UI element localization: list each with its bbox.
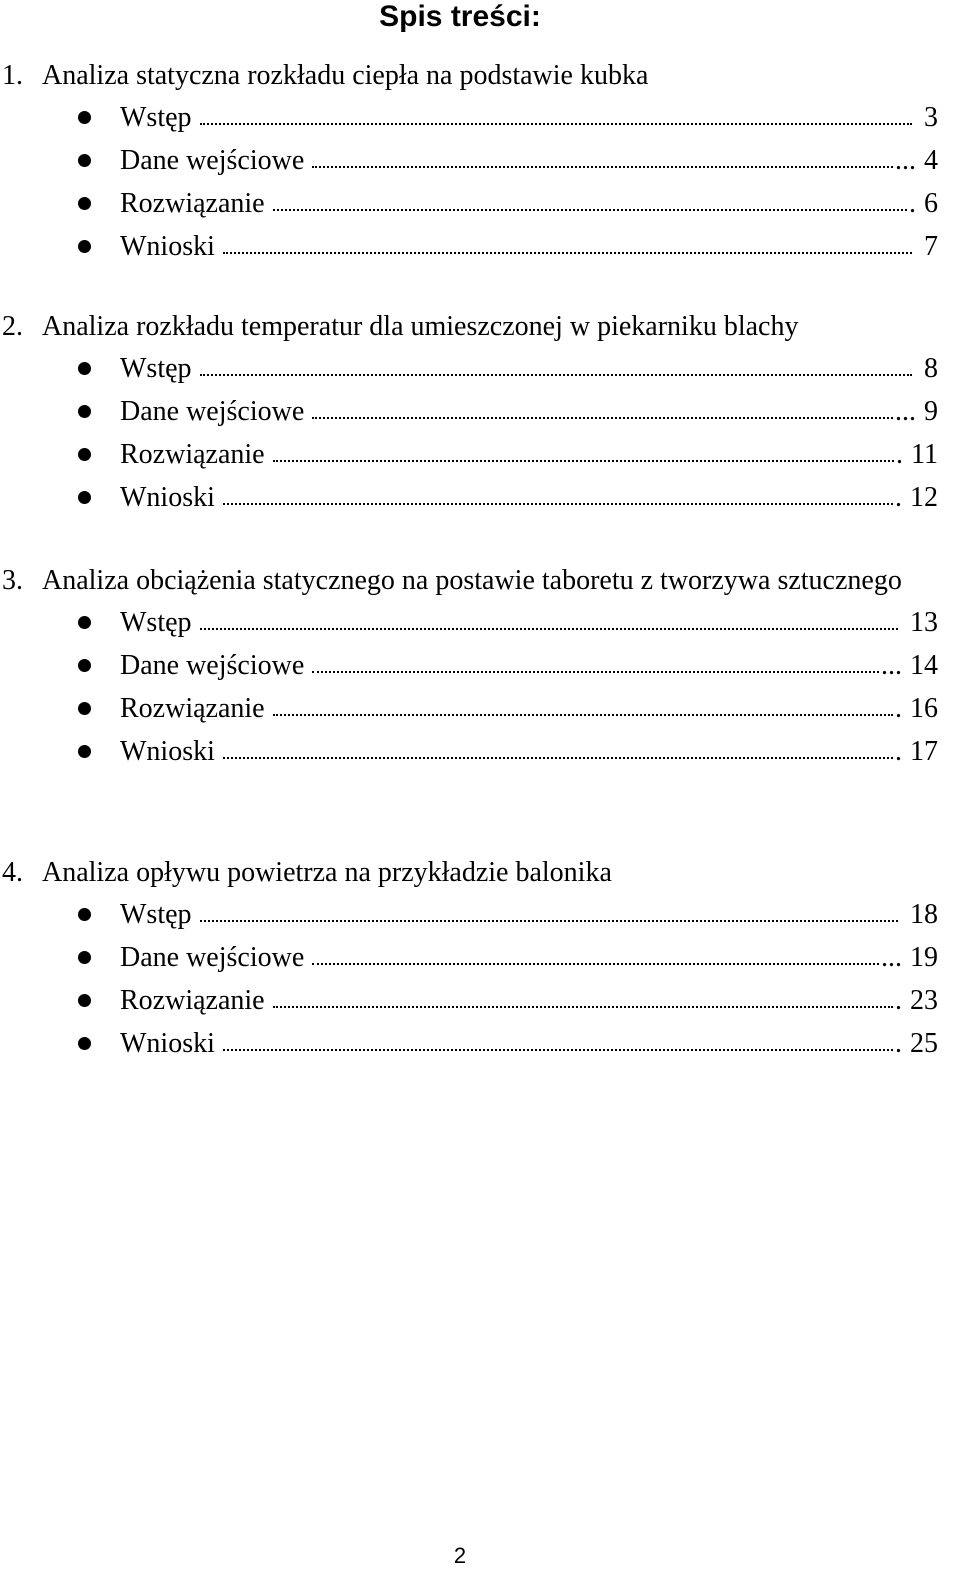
toc-entry[interactable] bbox=[0, 182, 960, 225]
dot-leader bbox=[200, 628, 898, 630]
dot-leader bbox=[223, 757, 893, 759]
entry-label: Rozwiązanie bbox=[120, 687, 267, 730]
entry-label: Wstęp bbox=[120, 601, 194, 644]
entry-label: Rozwiązanie bbox=[120, 979, 267, 1022]
bullet-icon bbox=[78, 448, 91, 461]
toc-entry[interactable] bbox=[0, 644, 960, 687]
toc-title: Spis treści: bbox=[379, 0, 541, 33]
entry-dots: . bbox=[895, 1028, 902, 1059]
entry-label: Wnioski bbox=[120, 1022, 217, 1065]
section-title: Analiza opływu powietrza na przykładzie balonika bbox=[42, 857, 612, 888]
toc-entry[interactable] bbox=[0, 730, 960, 773]
section-title: Analiza obciążenia statycznego na postawie taboretu z tworzywa sztucznego bbox=[42, 565, 902, 596]
dot-leader bbox=[312, 417, 893, 419]
entry-page-number: 8 bbox=[924, 353, 938, 384]
entry-label: Wstęp bbox=[120, 96, 194, 139]
entry-dots: ... bbox=[881, 942, 902, 973]
section-number: 4. bbox=[2, 857, 23, 888]
entry-label: Dane wejściowe bbox=[120, 936, 306, 979]
toc-entry[interactable] bbox=[0, 96, 960, 139]
toc-entry[interactable] bbox=[0, 433, 960, 476]
entry-page-number: 23 bbox=[910, 985, 938, 1016]
bullet-icon bbox=[78, 659, 91, 672]
page-number: 2 bbox=[453, 1543, 467, 1568]
dot-leader bbox=[200, 123, 912, 125]
entry-label: Dane wejściowe bbox=[120, 644, 306, 687]
dot-leader bbox=[223, 252, 912, 254]
toc-entry[interactable] bbox=[0, 1022, 960, 1065]
toc-entry[interactable] bbox=[0, 139, 960, 182]
entry-label: Wnioski bbox=[120, 730, 217, 773]
dot-leader bbox=[273, 1006, 893, 1008]
bullet-icon bbox=[78, 994, 91, 1007]
entry-dots: . bbox=[895, 736, 902, 767]
dot-leader bbox=[223, 503, 893, 505]
entry-dots: ... bbox=[881, 650, 902, 681]
entry-page-number: 9 bbox=[924, 396, 938, 427]
dot-leader bbox=[312, 671, 879, 673]
toc-entry[interactable] bbox=[0, 476, 960, 519]
entry-label: Wnioski bbox=[120, 225, 217, 268]
entry-page-number: 4 bbox=[924, 145, 938, 176]
entry-page-number: 3 bbox=[924, 102, 938, 133]
bullet-icon bbox=[78, 362, 91, 375]
toc-entry[interactable] bbox=[0, 390, 960, 433]
section-number: 1. bbox=[2, 60, 23, 91]
entry-page-number: 11 bbox=[911, 439, 938, 470]
section-number: 2. bbox=[2, 311, 23, 342]
section-number: 3. bbox=[2, 565, 23, 596]
entry-page-number: 16 bbox=[910, 693, 938, 724]
entry-page-number: 12 bbox=[910, 482, 938, 513]
entry-label: Wnioski bbox=[120, 476, 217, 519]
entry-dots: ... bbox=[895, 145, 916, 176]
entry-page-number: 19 bbox=[910, 942, 938, 973]
entry-page-number: 14 bbox=[910, 650, 938, 681]
dot-leader bbox=[312, 166, 893, 168]
bullet-icon bbox=[78, 491, 91, 504]
toc-section bbox=[0, 561, 960, 773]
entry-page-number: 18 bbox=[910, 899, 938, 930]
bullet-icon bbox=[78, 745, 91, 758]
bullet-icon bbox=[78, 951, 91, 964]
toc-entry[interactable] bbox=[0, 347, 960, 390]
toc-section bbox=[0, 853, 960, 1065]
entry-page-number: 13 bbox=[910, 607, 938, 638]
entry-page-number: 7 bbox=[924, 231, 938, 262]
entry-label: Rozwiązanie bbox=[120, 433, 267, 476]
bullet-icon bbox=[78, 908, 91, 921]
entry-label: Dane wejściowe bbox=[120, 390, 306, 433]
entry-page-number: 25 bbox=[910, 1028, 938, 1059]
toc-entry[interactable] bbox=[0, 225, 960, 268]
toc-entry[interactable] bbox=[0, 936, 960, 979]
dot-leader bbox=[200, 920, 898, 922]
entry-label: Rozwiązanie bbox=[120, 182, 267, 225]
bullet-icon bbox=[78, 702, 91, 715]
bullet-icon bbox=[78, 1037, 91, 1050]
toc-entry[interactable] bbox=[0, 979, 960, 1022]
bullet-icon bbox=[78, 111, 91, 124]
bullet-icon bbox=[78, 197, 91, 210]
section-heading[interactable] bbox=[0, 561, 960, 601]
entry-label: Wstęp bbox=[120, 893, 194, 936]
entry-dots: . bbox=[909, 188, 916, 219]
dot-leader bbox=[312, 963, 879, 965]
toc-entry[interactable] bbox=[0, 687, 960, 730]
dot-leader bbox=[273, 460, 894, 462]
entry-label: Dane wejściowe bbox=[120, 139, 306, 182]
dot-leader bbox=[273, 209, 907, 211]
section-heading[interactable] bbox=[0, 853, 960, 893]
bullet-icon bbox=[78, 154, 91, 167]
section-title: Analiza statyczna rozkładu ciepła na podstawie kubka bbox=[42, 60, 649, 91]
entry-dots: . bbox=[895, 482, 902, 513]
entry-page-number: 17 bbox=[910, 736, 938, 767]
section-heading[interactable] bbox=[0, 307, 960, 347]
entry-dots: . bbox=[895, 985, 902, 1016]
entry-dots: ... bbox=[895, 396, 916, 427]
toc-section bbox=[0, 307, 960, 519]
bullet-icon bbox=[78, 405, 91, 418]
entry-dots: . bbox=[896, 439, 903, 470]
dot-leader bbox=[273, 714, 893, 716]
entry-page-number: 6 bbox=[924, 188, 938, 219]
dot-leader bbox=[200, 374, 912, 376]
entry-dots: . bbox=[895, 693, 902, 724]
dot-leader bbox=[223, 1049, 893, 1051]
bullet-icon bbox=[78, 616, 91, 629]
toc-entry[interactable] bbox=[0, 601, 960, 644]
section-title: Analiza rozkładu temperatur dla umieszczonej w piekarniku blachy bbox=[42, 311, 799, 342]
entry-label: Wstęp bbox=[120, 347, 194, 390]
bullet-icon bbox=[78, 240, 91, 253]
toc-entry[interactable] bbox=[0, 893, 960, 936]
toc-section bbox=[0, 56, 960, 268]
section-heading[interactable] bbox=[0, 56, 960, 96]
